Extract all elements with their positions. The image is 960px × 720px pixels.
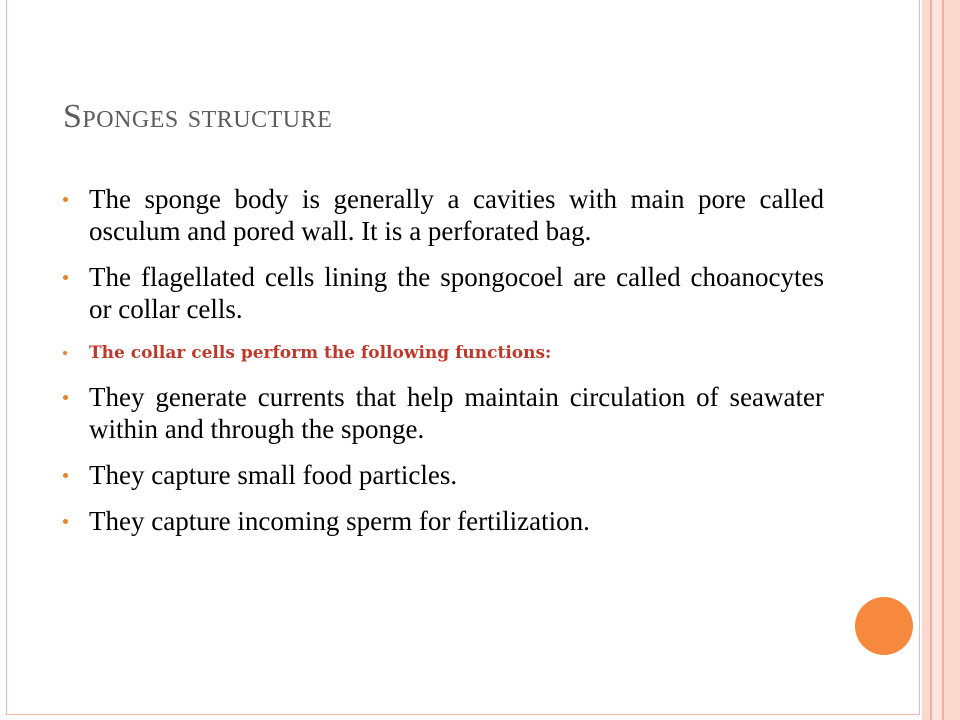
bullet-item	[63, 505, 824, 537]
bullet-dot-icon	[63, 473, 68, 478]
bullet-item	[63, 261, 824, 325]
decorative-circle	[855, 597, 913, 655]
right-border-stripe	[922, 0, 930, 720]
bullet-dot-icon	[63, 395, 68, 400]
right-border-stripe	[944, 0, 960, 720]
bullet-text: The sponge body is generally a cavities with main pore called osculum and pored wall. It is a perforated bag.	[89, 184, 824, 246]
bullet-text: They capture small food particles.	[89, 460, 458, 490]
bullet-dot-icon	[63, 197, 68, 202]
bullet-dot-icon	[63, 275, 68, 280]
slide-title: Sponges structure	[63, 98, 333, 135]
bullet-text: The flagellated cells lining the spongocoel are called choanocytes or collar cells.	[89, 262, 824, 324]
bullet-dot-icon	[63, 351, 67, 355]
bullet-dot-icon	[63, 519, 68, 524]
right-border-stripe	[932, 0, 942, 720]
bullet-text: They generate currents that help maintain circulation of seawater within and through the sponge.	[89, 382, 824, 444]
bullet-item	[63, 183, 824, 247]
bullet-item-highlight	[63, 339, 824, 367]
bullet-list	[63, 183, 824, 537]
bullet-text: The collar cells perform the following functions:	[89, 343, 552, 363]
bullet-text: They capture incoming sperm for fertilization.	[89, 506, 590, 536]
bullet-item	[63, 459, 824, 491]
bullet-item	[63, 381, 824, 445]
